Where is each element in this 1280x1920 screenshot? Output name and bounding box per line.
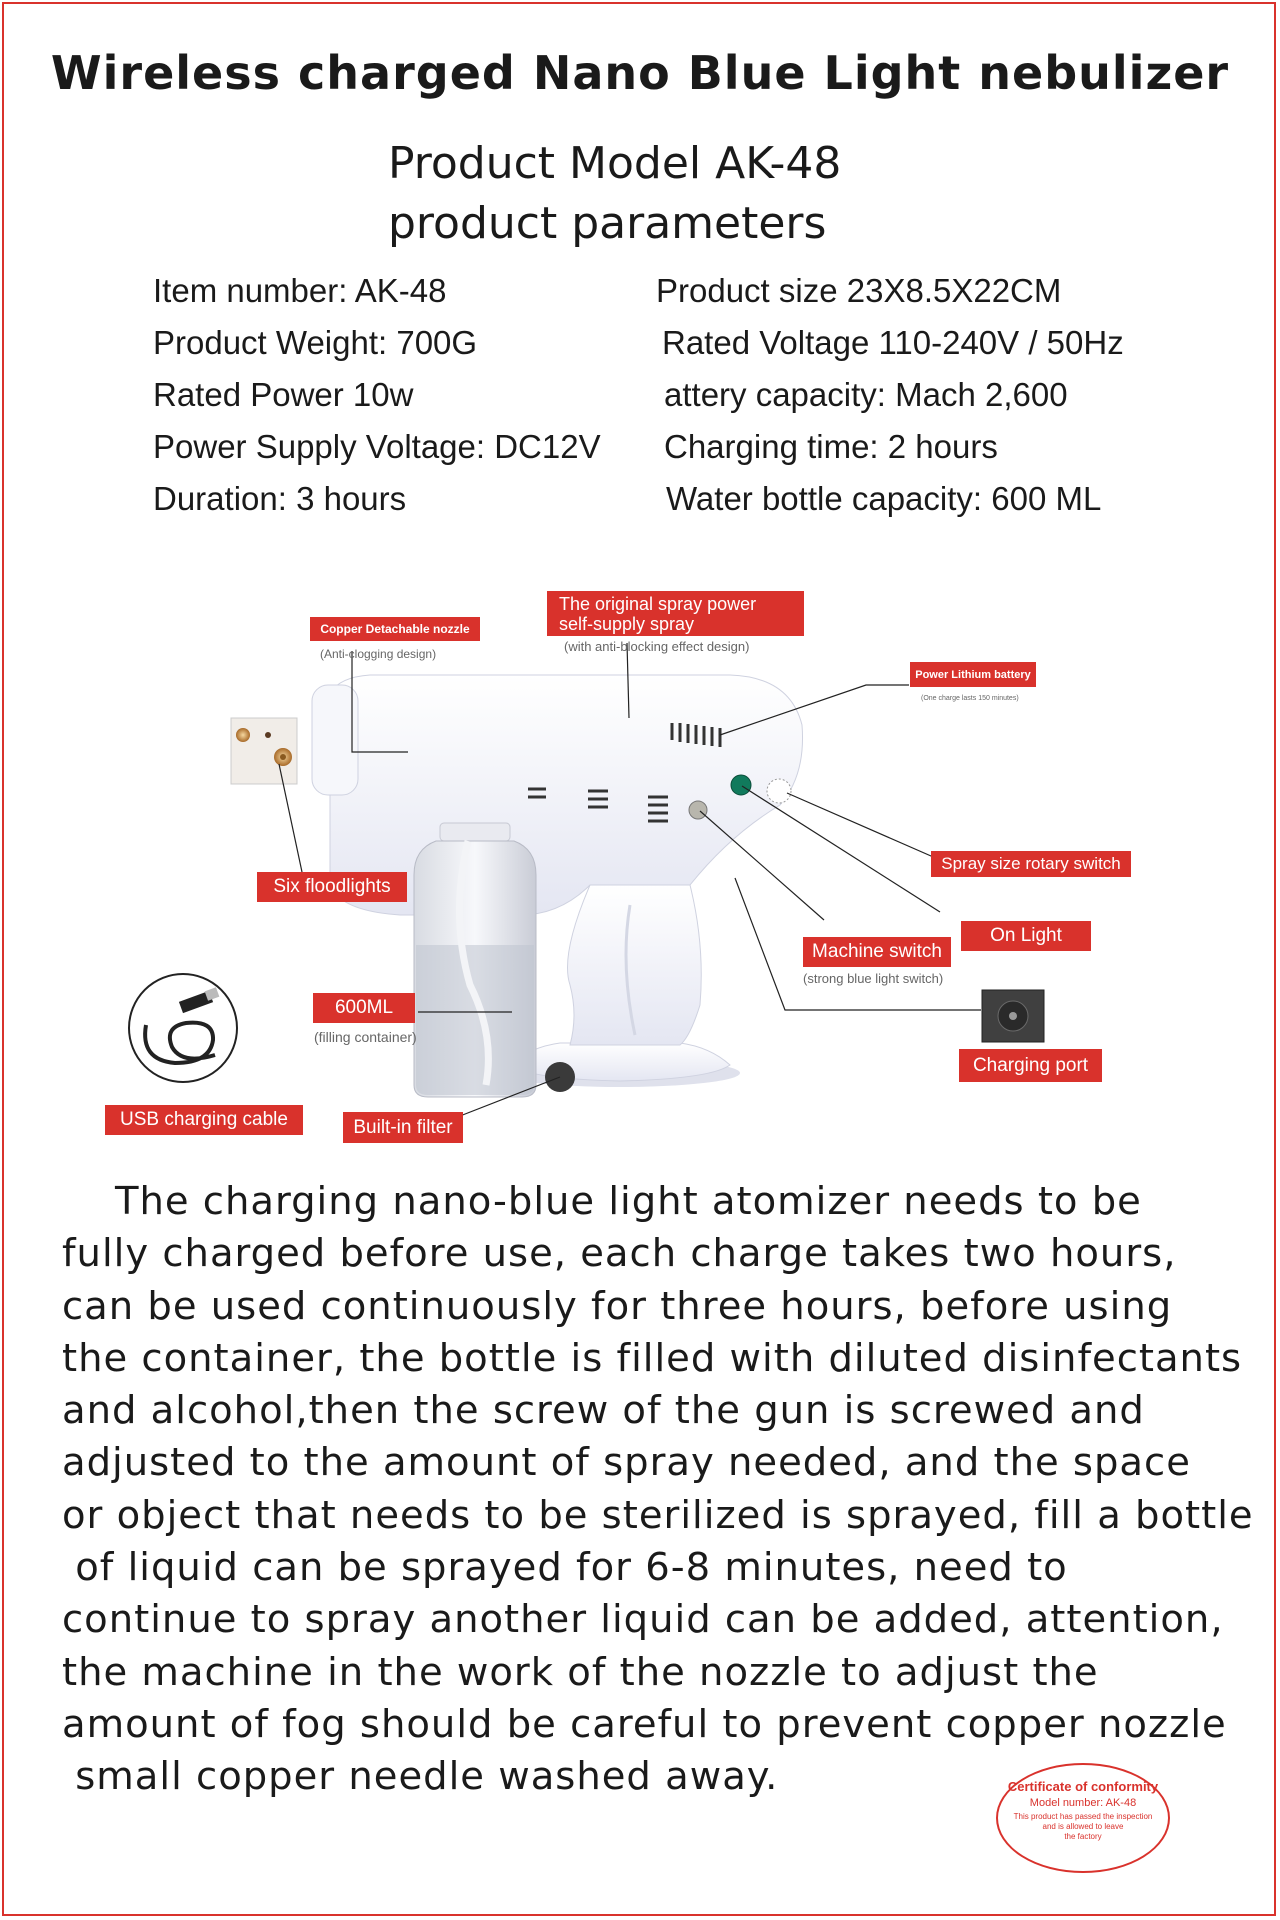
subtitle-block	[388, 134, 841, 254]
gun-base	[510, 1043, 730, 1081]
param-rated-voltage: Rated Voltage 110-240V / 50Hz	[662, 324, 1124, 361]
label-battery: Power Lithium battery	[910, 662, 1036, 687]
nozzle-cap	[312, 685, 358, 795]
param-rated-power: Rated Power 10w	[153, 376, 414, 413]
description-line: the machine in the work of the nozzle to adjust the	[62, 1649, 1099, 1695]
on-light-indicator	[731, 775, 751, 795]
label-spray-power-line1: The original spray power	[559, 593, 757, 614]
machine-switch-button	[689, 801, 707, 819]
label-spray-power-line2: self-supply spray	[559, 613, 695, 634]
description-line: amount of fog should be careful to prevent copper nozzle	[62, 1701, 1227, 1747]
copper-screw	[236, 728, 250, 742]
note-battery: (One charge lasts 150 minutes)	[921, 695, 1019, 702]
description-line: fully charged before use, each charge takes two hours,	[62, 1231, 1177, 1277]
bottle-neck	[440, 823, 510, 841]
param-supply-voltage: Power Supply Voltage: DC12V	[153, 428, 601, 465]
param-product-size: Product size 23X8.5X22CM	[656, 272, 1062, 309]
description-line: continue to spray another liquid can be added, attention,	[62, 1597, 1224, 1643]
label-usb-cable: USB charging cable	[105, 1105, 303, 1135]
params-heading: product parameters	[388, 198, 827, 249]
label-floodlights: Six floodlights	[257, 872, 407, 902]
description	[62, 1176, 1254, 1804]
description-line: small copper needle washed away.	[62, 1754, 779, 1800]
param-duration: Duration: 3 hours	[153, 480, 407, 517]
note-spray-power: (with anti-blocking effect design)	[564, 639, 750, 654]
label-on-light: On Light	[961, 921, 1091, 951]
certificate-line3: the factory	[1064, 1832, 1102, 1841]
rotary-switch-knob	[767, 779, 791, 803]
label-spray-power	[547, 591, 804, 636]
certificate-title: Certificate of conformity	[1007, 1779, 1159, 1794]
param-weight: Product Weight: 700G	[153, 324, 478, 361]
certificate-line2: and is allowed to leave	[1042, 1822, 1124, 1831]
description-line: adjusted to the amount of spray needed, and the space	[62, 1440, 1191, 1486]
certificate-line1: This product has passed the inspection	[1013, 1812, 1153, 1821]
label-copper-nozzle: Copper Detachable nozzle	[310, 617, 480, 641]
param-item-number: Item number: AK-48	[153, 272, 447, 309]
label-filter: Built-in filter	[343, 1112, 463, 1143]
param-charging-time: Charging time: 2 hours	[664, 428, 998, 465]
description-line: and alcohol,then the screw of the gun is screwed and	[62, 1388, 1145, 1434]
param-battery-capacity: attery capacity: Mach 2,600	[664, 376, 1068, 413]
param-bottle-capacity: Water bottle capacity: 600 ML	[666, 480, 1102, 517]
note-copper-nozzle: (Anti-clogging design)	[320, 647, 437, 661]
product-diagram	[90, 585, 1190, 1145]
label-machine-switch: Machine switch	[803, 937, 951, 967]
model-line: Product Model AK-48	[388, 138, 842, 189]
label-charging-port: Charging port	[959, 1049, 1102, 1082]
label-rotary-switch: Spray size rotary switch	[931, 851, 1131, 877]
note-capacity: (filling container)	[314, 1029, 417, 1045]
description-line: of liquid can be sprayed for 6-8 minutes, need to	[62, 1545, 1068, 1591]
page-title: Wireless charged Nano Blue Light nebulizer	[50, 46, 1230, 100]
note-machine-switch: (strong blue light switch)	[803, 971, 944, 986]
description-line: can be used continuously for three hours, before using	[62, 1283, 1173, 1329]
gun-handle	[568, 885, 702, 1045]
certificate-stamp	[996, 1763, 1170, 1873]
certificate-model: Model number: AK-48	[1029, 1797, 1137, 1809]
description-line: The charging nano-blue light atomizer needs to be	[62, 1179, 1142, 1224]
label-capacity: 600ML	[313, 993, 415, 1023]
bottle-liquid	[416, 945, 534, 1095]
description-line: the container, the bottle is filled with diluted disinfectants	[62, 1335, 1243, 1381]
description-line: or object that needs to be sterilized is sprayed, fill a bottle	[62, 1492, 1254, 1538]
